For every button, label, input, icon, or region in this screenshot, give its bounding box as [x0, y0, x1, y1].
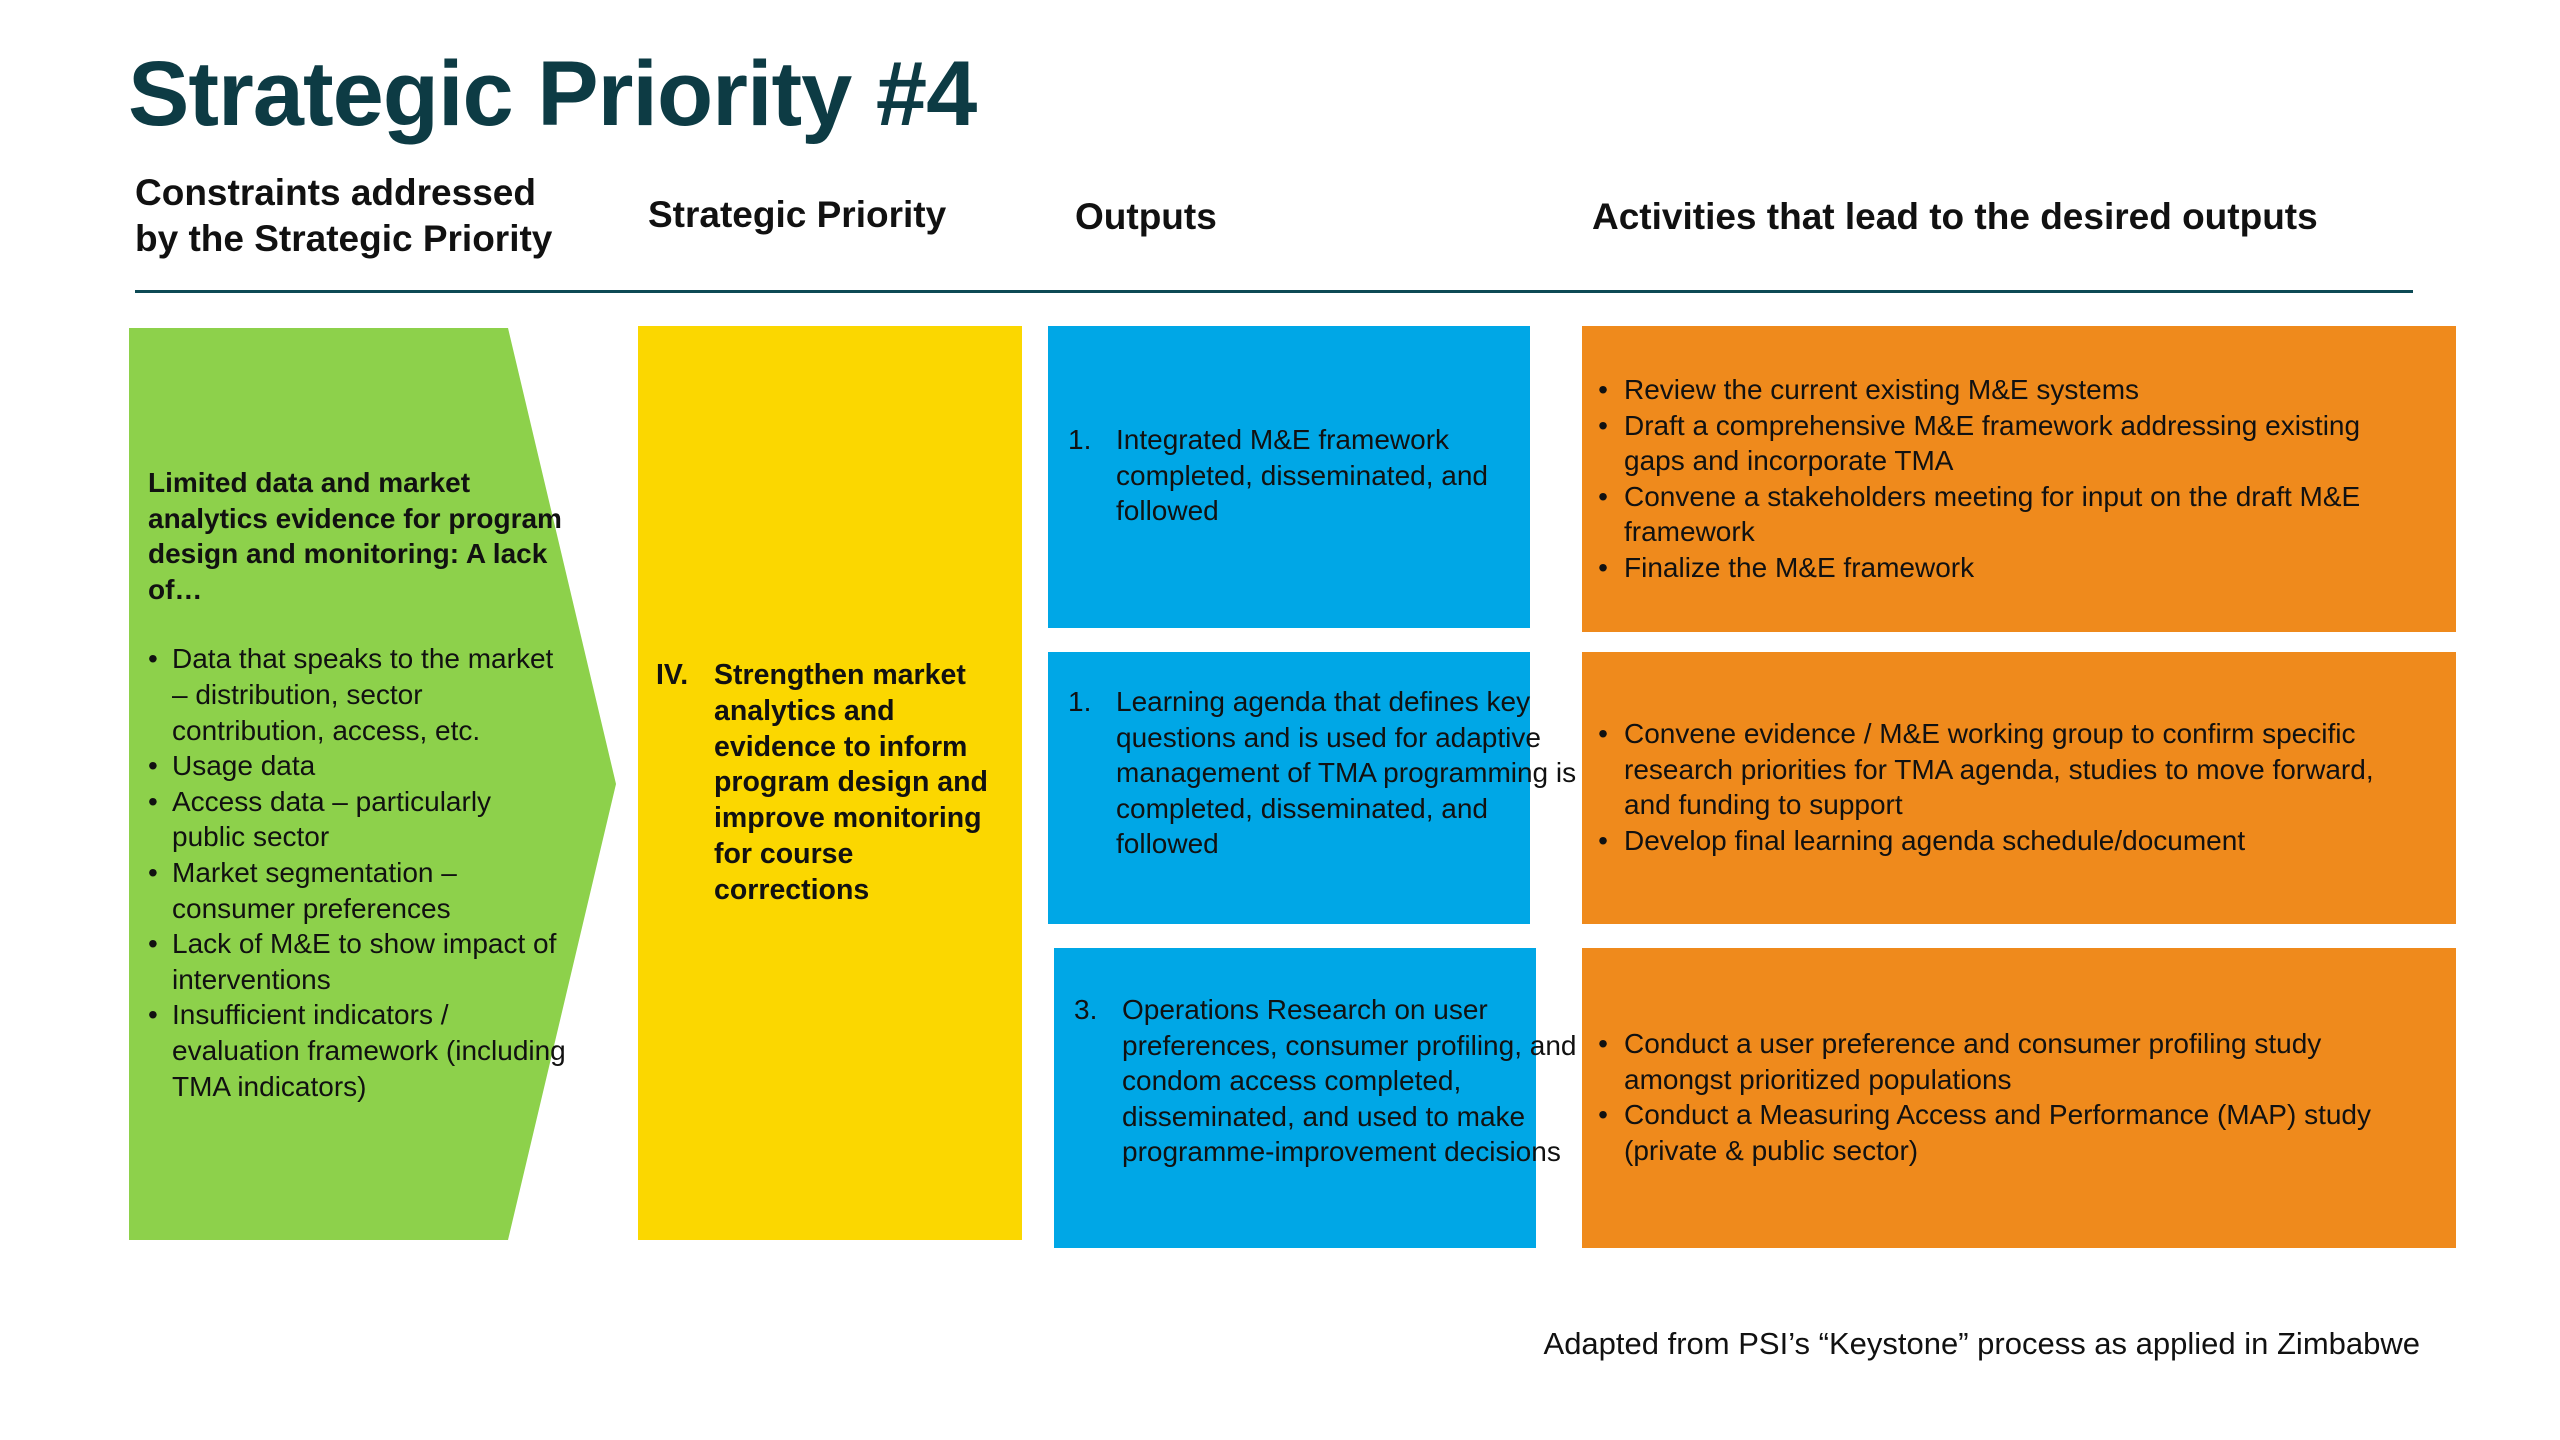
activity-box-3	[1582, 948, 2456, 1248]
constraints-list	[148, 641, 568, 1104]
page-title: Strategic Priority #4	[128, 43, 977, 145]
header-constraints-line2: by the Strategic Priority	[135, 218, 553, 259]
header-outputs: Outputs	[1075, 196, 1217, 237]
output-box-1	[1048, 326, 1530, 628]
activity-box-2	[1582, 652, 2456, 924]
constraint-item: • Access data – particularly public sector	[148, 785, 492, 853]
source-note: Adapted from PSI’s “Keystone” process as applied in Zimbabwe	[1543, 1326, 2420, 1361]
constraints-panel	[148, 465, 568, 1104]
activity-list	[1582, 716, 2424, 858]
activity-box-1	[1582, 326, 2456, 632]
header-activities: Activities that lead to the desired outputs	[1592, 196, 2318, 237]
activity-item: • Convene a stakeholders meeting for input on the draft M&E framework	[1598, 480, 2361, 548]
constraint-item: • Usage data	[148, 750, 316, 782]
activity-item: • Finalize the M&E framework	[1598, 551, 1975, 583]
output-box-3	[1054, 948, 1577, 1248]
output-box-2	[1048, 652, 1577, 924]
header-constraints-line1: Constraints addressed	[135, 172, 536, 213]
output-item: 1. Learning agenda that defines key questions and is used for adaptive management of TMA programming is completed, disseminated, and followed	[1068, 686, 1577, 860]
header-constraints	[135, 170, 552, 262]
strategic-priority-number: IV.	[656, 659, 689, 691]
constraints-title: Limited data and market analytics evidence for program design and monitoring: A lack of…	[148, 467, 562, 605]
activity-item: • Convene evidence / M&E working group to confirm specific research priorities for TMA agenda, studies to move forward, and funding to support	[1598, 718, 2374, 821]
activity-item: • Review the current existing M&E systems	[1598, 374, 2140, 405]
output-item: 1. Integrated M&E framework completed, disseminated, and followed	[1068, 424, 1488, 527]
output-item: 3. Operations Research on user preferences, consumer profiling, and condom access completed, disseminated, and used to make programme-improvement decisions	[1074, 994, 1577, 1168]
constraint-item: • Insufficient indicators / evaluation framework (including TMA indicators)	[148, 999, 566, 1102]
constraint-item: • Data that speaks to the market – distribution, sector contribution, access, etc.	[148, 643, 554, 746]
activity-list	[1582, 372, 2424, 586]
constraint-item: • Lack of M&E to show impact of interventions	[148, 928, 557, 995]
activity-item: • Draft a comprehensive M&E framework addressing existing gaps and incorporate TMA	[1598, 409, 2361, 477]
strategic-priority-text: Strengthen market analytics and evidence to inform program design and improve monitoring for course corrections	[714, 659, 988, 906]
header-divider	[135, 290, 2413, 293]
strategic-priority-statement	[656, 658, 1016, 909]
activity-item: • Conduct a Measuring Access and Performance (MAP) study (private & public sector)	[1598, 1099, 2372, 1166]
header-strategic-priority: Strategic Priority	[648, 194, 947, 235]
strategic-priority-box	[638, 326, 1022, 1240]
activity-item: • Conduct a user preference and consumer profiling study amongst prioritized populations	[1598, 1028, 2322, 1095]
activity-list	[1582, 1026, 2424, 1168]
constraint-item: • Market segmentation – consumer preferences	[148, 856, 457, 924]
activity-item: • Develop final learning agenda schedule/document	[1598, 824, 2246, 856]
